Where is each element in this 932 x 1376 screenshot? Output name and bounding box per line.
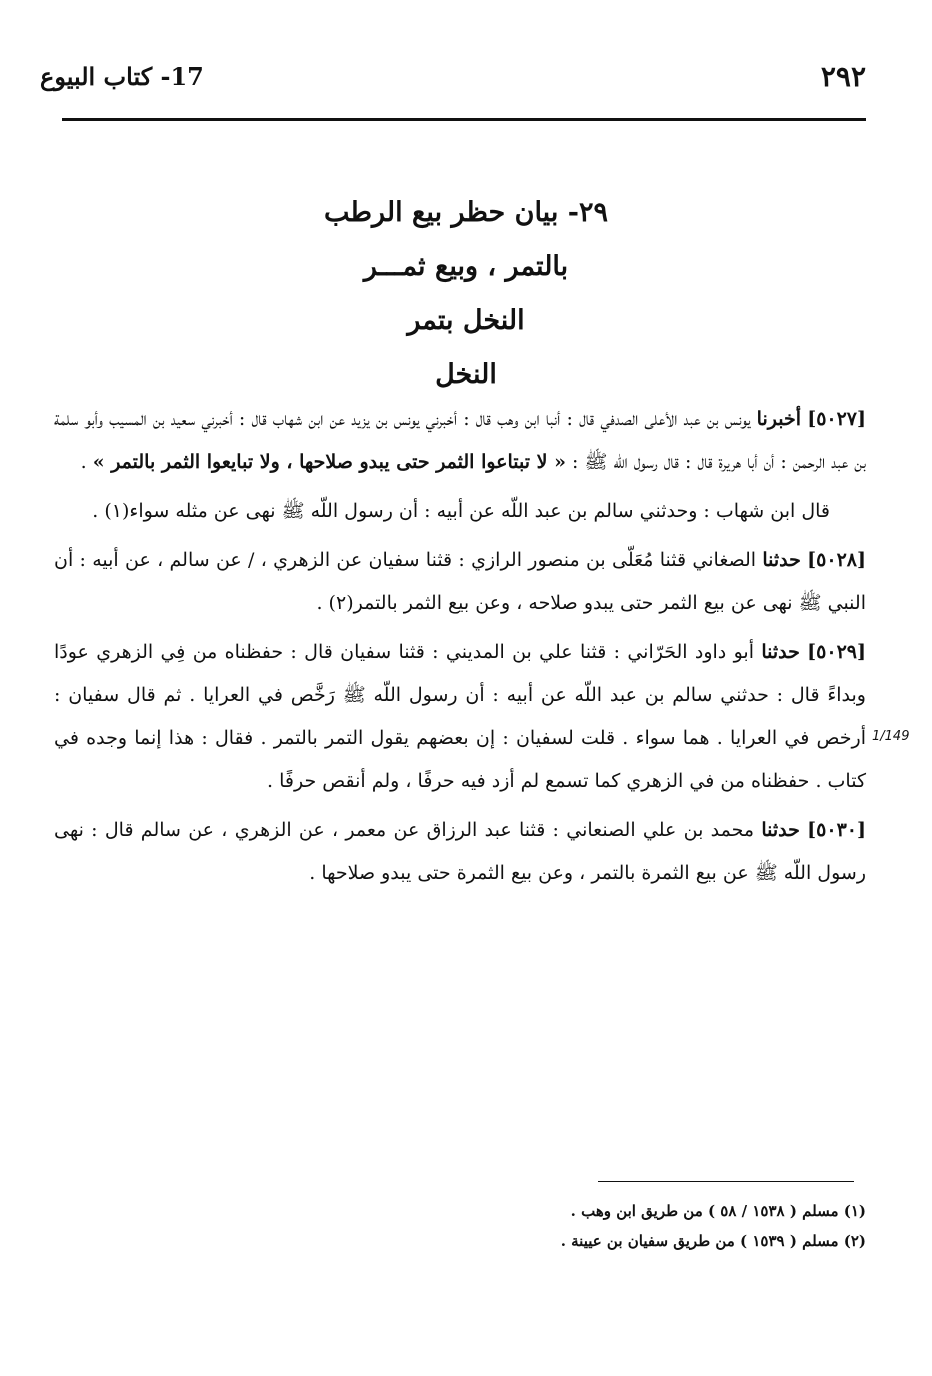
hadith-5027-addition <box>54 490 866 533</box>
hadith-number: [٥٠٢٨] <box>807 549 866 571</box>
page-number: ٢٩٢ <box>820 60 866 93</box>
footnote-1: (١) مسلم ( ١٥٣٨ / ٥٨ ) من طريق ابن وهب . <box>570 1202 866 1220</box>
hadith-text: أبو داود الحَرّاني : قثنا علي بن المديني : قثنا سفيان قال : حفظناه من فِي الزهري عودًا وبداءً قال : حدثني سالم بن عبد اللّه عن أبيه : أن رسول اللّه ﷺ رَخَّص في العرايا . ثم قال سفيان : أرخص في العرايا . هما سواء . قلت لسفيان : إن بعضهم يقول التمر بالتمر . فقال : هذا إنما وجده في كتاب . حفظناه من في الزهري كما تسمع لم أزد فيه حرفًا ، ولم أنقص حرفًا . <box>54 641 866 792</box>
running-head <box>40 62 866 102</box>
margin-reference: 1/149 <box>872 729 910 744</box>
hadith-lead: حدثنا <box>761 819 800 841</box>
hadith-number: [٥٠٢٧] <box>807 408 867 430</box>
chapter-title-line-1: ٢٩- بيان حظر بيع الرطب <box>324 197 608 228</box>
chapter-title <box>100 186 832 402</box>
hadith-lead: حدثنا <box>761 641 800 663</box>
section-title: 17- كتاب البيوع <box>40 62 204 91</box>
hadith-end: . <box>80 451 93 473</box>
hadith-lead: حدثنا <box>762 549 801 571</box>
chapter-title-line-2: بالتمر ، وبيع ثمـــر <box>363 251 569 282</box>
hadith-5030 <box>54 809 866 895</box>
hadith-5029 <box>54 631 866 803</box>
footnote-2: (٢) مسلم ( ١٥٣٩ ) من طريق سفيان بن عيينة . <box>560 1232 866 1250</box>
hadith-number: [٥٠٣٠] <box>807 819 866 841</box>
main-text <box>54 398 866 901</box>
hadith-5028 <box>54 539 866 625</box>
hadith-number: [٥٠٢٩] <box>807 641 866 663</box>
chapter-title-line-4: النخل <box>435 359 497 390</box>
hadith-text: يونس بن عبد الأعلى الصدفي قال : أنبا ابن وهب قال : أخبرني يونس بن يزيد عن ابن شهاب قال : أخبرني سعيد بن المسيب وأبو سلمة بن عبد الرحمن : أن أبا هريرة قال : قال رسول اللّه ﷺ : <box>54 408 866 473</box>
chapter-title-line-3: النخل بتمر <box>407 305 525 336</box>
hadith-5027 <box>54 398 866 484</box>
hadith-lead: أخبرنا <box>756 408 801 430</box>
footnote-rule <box>598 1181 854 1182</box>
hadith-text: قال ابن شهاب : وحدثني سالم بن عبد اللّه عن أبيه : أن رسول اللّه ﷺ نهى عن مثله سواء(١) . <box>92 500 830 522</box>
hadith-text: محمد بن علي الصنعاني : قثنا عبد الرزاق عن معمر ، عن الزهري ، عن سالم قال : نهى رسول اللّه ﷺ عن بيع الثمرة بالتمر ، وعن بيع الثمرة حتى يبدو صلاحها . <box>54 819 866 884</box>
footnotes <box>250 1196 866 1256</box>
hadith-text: الصغاني قثنا مُعَلّى بن منصور الرازي : قثنا سفيان عن الزهري ، / عن سالم ، عن أبيه : أن النبي ﷺ نهى عن بيع الثمر حتى يبدو صلاحه ، وعن بيع الثمر بالتمر(٢) . <box>54 549 866 614</box>
header-rule <box>62 118 866 121</box>
hadith-quote: « لا تبتاعوا الثمر حتى يبدو صلاحها ، ولا تبايعوا الثمر بالتمر » <box>92 451 566 473</box>
